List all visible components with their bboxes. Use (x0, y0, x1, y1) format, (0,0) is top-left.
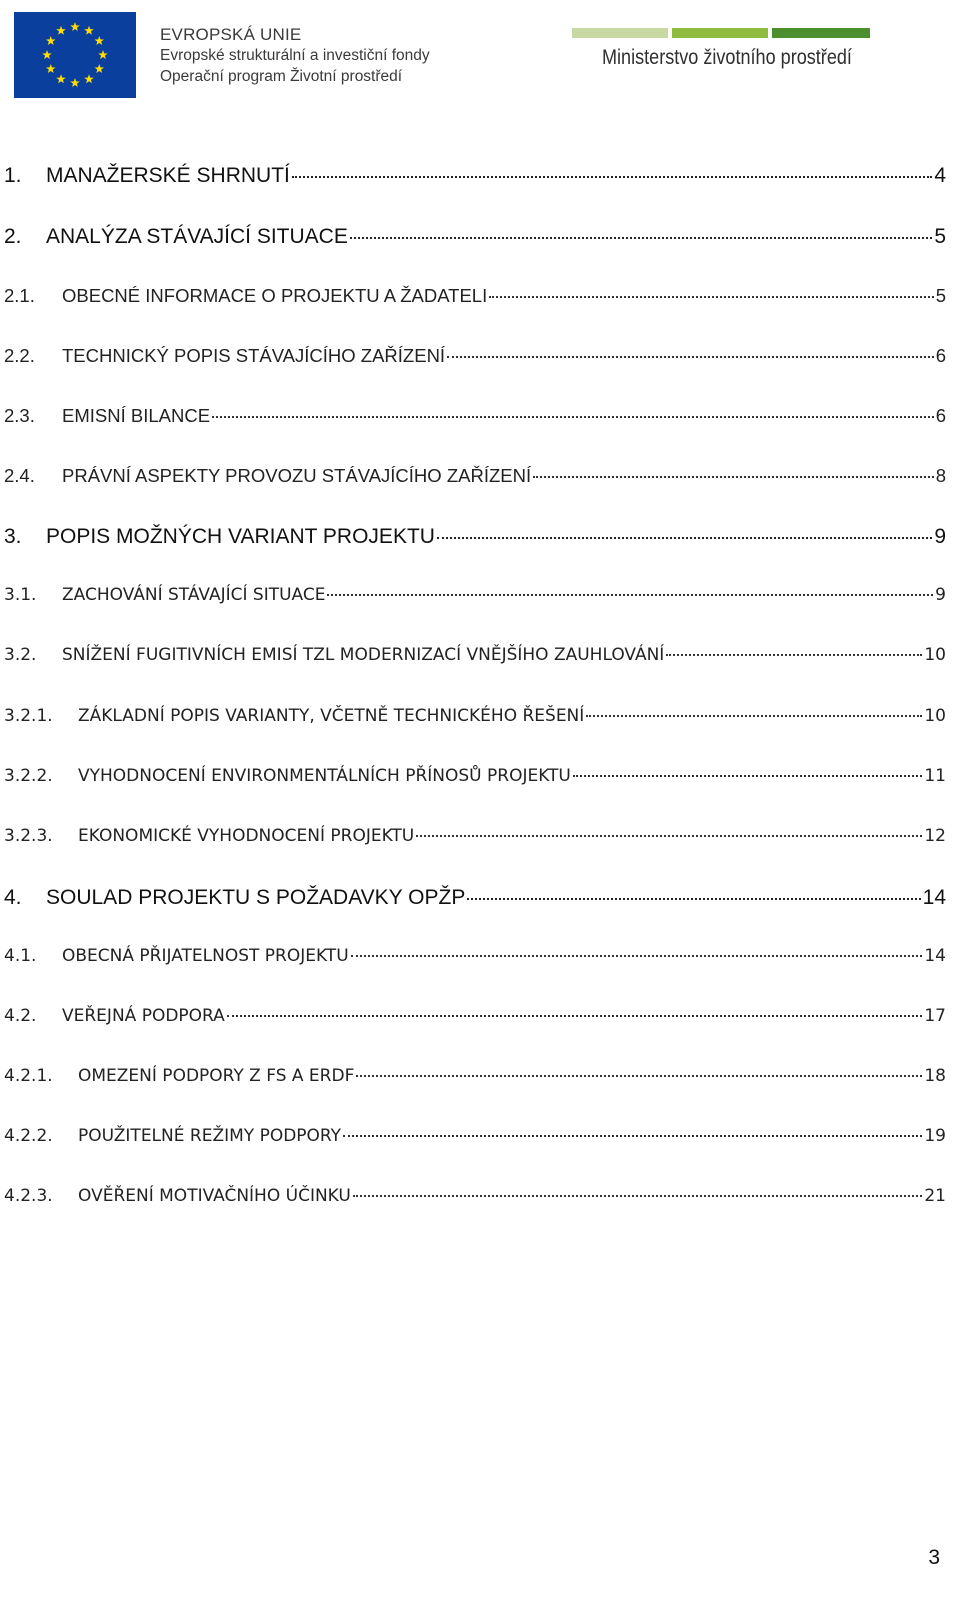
ministry-bar-dark (772, 28, 870, 38)
page-number: 3 (928, 1546, 940, 1569)
eu-logo-line2: Evropské strukturální a investiční fondy (160, 47, 430, 64)
toc-dot-leader (447, 356, 934, 358)
toc-entry-page: 5 (935, 285, 946, 306)
toc-entry[interactable] (4, 946, 946, 980)
toc-entry-title: POUŽITELNÉ REŽIMY PODPORY (78, 1126, 342, 1146)
toc-entry-page: 14 (922, 886, 946, 909)
toc-entry-title: VEŘEJNÁ PODPORA (62, 1006, 225, 1026)
eu-logo-text (160, 24, 560, 87)
eu-star-icon (56, 26, 66, 35)
toc-entry-number: 4.2.2. (4, 1126, 53, 1146)
toc-entry-number: 4. (4, 886, 22, 909)
eu-star-icon (94, 36, 104, 45)
toc-dot-leader (351, 955, 923, 957)
toc-dot-leader (467, 898, 920, 900)
toc-entry[interactable] (4, 706, 946, 740)
toc-entry-page: 11 (924, 766, 946, 786)
toc-dot-leader (353, 1195, 923, 1197)
toc-entry-title: ZÁKLADNÍ POPIS VARIANTY, VČETNĚ TECHNICKÉHO ŘEŠENÍ (78, 706, 585, 726)
toc-entry-title: EMISNÍ BILANCE (62, 405, 211, 426)
eu-flag-icon (14, 12, 136, 98)
toc-entry-page: 10 (924, 645, 946, 665)
toc-entry-page: 10 (924, 706, 946, 726)
toc-entry-page: 14 (924, 946, 946, 966)
eu-star-icon (46, 36, 56, 45)
toc-entry[interactable] (4, 164, 946, 198)
toc-entry[interactable] (4, 465, 946, 499)
toc-dot-leader (437, 537, 932, 539)
ministry-logo-text: Ministerstvo životního prostředí (602, 46, 852, 69)
toc-entry[interactable] (4, 225, 946, 259)
toc-entry-number: 4.2.3. (4, 1186, 53, 1206)
toc-entry-number: 3.1. (4, 585, 37, 605)
toc-dot-leader (666, 654, 922, 656)
toc-entry[interactable] (4, 585, 946, 619)
toc-entry-title: OMEZENÍ PODPORY Z FS A ERDF (78, 1066, 355, 1086)
toc-entry-page: 6 (935, 345, 946, 366)
toc-entry-page: 8 (935, 465, 946, 486)
ministry-bar-light (572, 28, 668, 38)
toc-entry-number: 3.2.3. (4, 826, 53, 846)
eu-star-icon (84, 74, 94, 83)
toc-entry[interactable] (4, 766, 946, 800)
toc-entry-page: 12 (924, 826, 946, 846)
toc-dot-leader (356, 1075, 922, 1077)
eu-star-icon (70, 22, 80, 31)
toc-entry-number: 2.1. (4, 285, 35, 306)
toc-entry-title: OBECNÉ INFORMACE O PROJEKTU A ŽADATELI (62, 285, 488, 306)
toc-dot-leader (212, 416, 934, 418)
eu-star-icon (84, 26, 94, 35)
toc-dot-leader (343, 1135, 922, 1137)
toc-entry[interactable] (4, 345, 946, 379)
toc-entry-page: 17 (924, 1006, 946, 1026)
eu-star-icon (42, 50, 52, 59)
toc-entry-title: ZACHOVÁNÍ STÁVAJÍCÍ SITUACE (62, 585, 326, 605)
toc-entry[interactable] (4, 1066, 946, 1100)
toc-entry-number: 3.2. (4, 645, 37, 665)
toc-entry-number: 2. (4, 225, 22, 248)
toc-entry[interactable] (4, 525, 946, 559)
toc-entry[interactable] (4, 645, 946, 679)
toc-entry-number: 4.2.1. (4, 1066, 53, 1086)
toc-entry-title: VYHODNOCENÍ ENVIRONMENTÁLNÍCH PŘÍNOSŮ PROJEKTU (78, 766, 571, 786)
toc-dot-leader (292, 176, 932, 178)
toc-entry-title: OVĚŘENÍ MOTIVAČNÍHO ÚČINKU (78, 1186, 351, 1206)
ministry-bar-mid (672, 28, 768, 38)
toc-entry-title: MANAŽERSKÉ SHRNUTÍ (46, 164, 290, 187)
toc-entry-page: 4 (934, 164, 946, 187)
toc-entry[interactable] (4, 1126, 946, 1160)
toc-dot-leader (416, 835, 922, 837)
toc-entry-title: SOULAD PROJEKTU S POŽADAVKY OPŽP (46, 886, 466, 909)
toc-entry-page: 6 (935, 405, 946, 426)
toc-entry-title: SNÍŽENÍ FUGITIVNÍCH EMISÍ TZL MODERNIZACÍ VNĚJŠÍHO ZAUHLOVÁNÍ (62, 645, 665, 665)
toc-entry-title: TECHNICKÝ POPIS STÁVAJÍCÍHO ZAŘÍZENÍ (62, 345, 446, 366)
toc-dot-leader (489, 296, 933, 298)
toc-entry-page: 19 (924, 1126, 946, 1146)
eu-star-icon (94, 64, 104, 73)
toc-entry[interactable] (4, 285, 946, 319)
eu-stars-icon (14, 12, 136, 98)
toc-entry-number: 3.2.1. (4, 706, 53, 726)
toc-entry[interactable] (4, 826, 946, 860)
toc-entry-title: EKONOMICKÉ VYHODNOCENÍ PROJEKTU (78, 826, 415, 846)
toc-entry-number: 2.2. (4, 345, 35, 366)
toc-entry-number: 3.2.2. (4, 766, 53, 786)
toc-dot-leader (533, 476, 934, 478)
toc-dot-leader (227, 1015, 923, 1017)
eu-logo-line1: EVROPSKÁ UNIE (160, 25, 302, 44)
toc-dot-leader (350, 237, 932, 239)
toc-entry-page: 9 (934, 525, 946, 548)
toc-entry[interactable] (4, 1186, 946, 1220)
toc-entry-title: PRÁVNÍ ASPEKTY PROVOZU STÁVAJÍCÍHO ZAŘÍZENÍ (62, 465, 532, 486)
toc-entry-number: 4.2. (4, 1006, 37, 1026)
toc-entry-number: 2.4. (4, 465, 35, 486)
toc-entry[interactable] (4, 886, 946, 920)
toc-entry-number: 1. (4, 164, 22, 187)
toc-entry[interactable] (4, 405, 946, 439)
toc-entry[interactable] (4, 1006, 946, 1040)
eu-logo-line3: Operační program Životní prostředí (160, 68, 403, 85)
toc-entry-title: ANALÝZA STÁVAJÍCÍ SITUACE (46, 225, 348, 248)
toc-entry-title: POPIS MOŽNÝCH VARIANT PROJEKTU (46, 525, 435, 548)
toc-entry-page: 21 (924, 1186, 946, 1206)
toc-dot-leader (573, 775, 922, 777)
toc-entry-number: 2.3. (4, 405, 35, 426)
eu-star-icon (46, 64, 56, 73)
toc-entry-number: 3. (4, 525, 22, 548)
toc-entry-number: 4.1. (4, 946, 37, 966)
toc-entry-title: OBECNÁ PŘIJATELNOST PROJEKTU (62, 946, 349, 966)
toc-dot-leader (327, 594, 933, 596)
eu-star-icon (56, 74, 66, 83)
eu-star-icon (98, 50, 108, 59)
eu-star-icon (70, 78, 80, 87)
toc-entry-page: 5 (934, 225, 946, 248)
toc-entry-page: 18 (924, 1066, 946, 1086)
toc-dot-leader (586, 715, 922, 717)
toc-entry-page: 9 (935, 585, 946, 605)
